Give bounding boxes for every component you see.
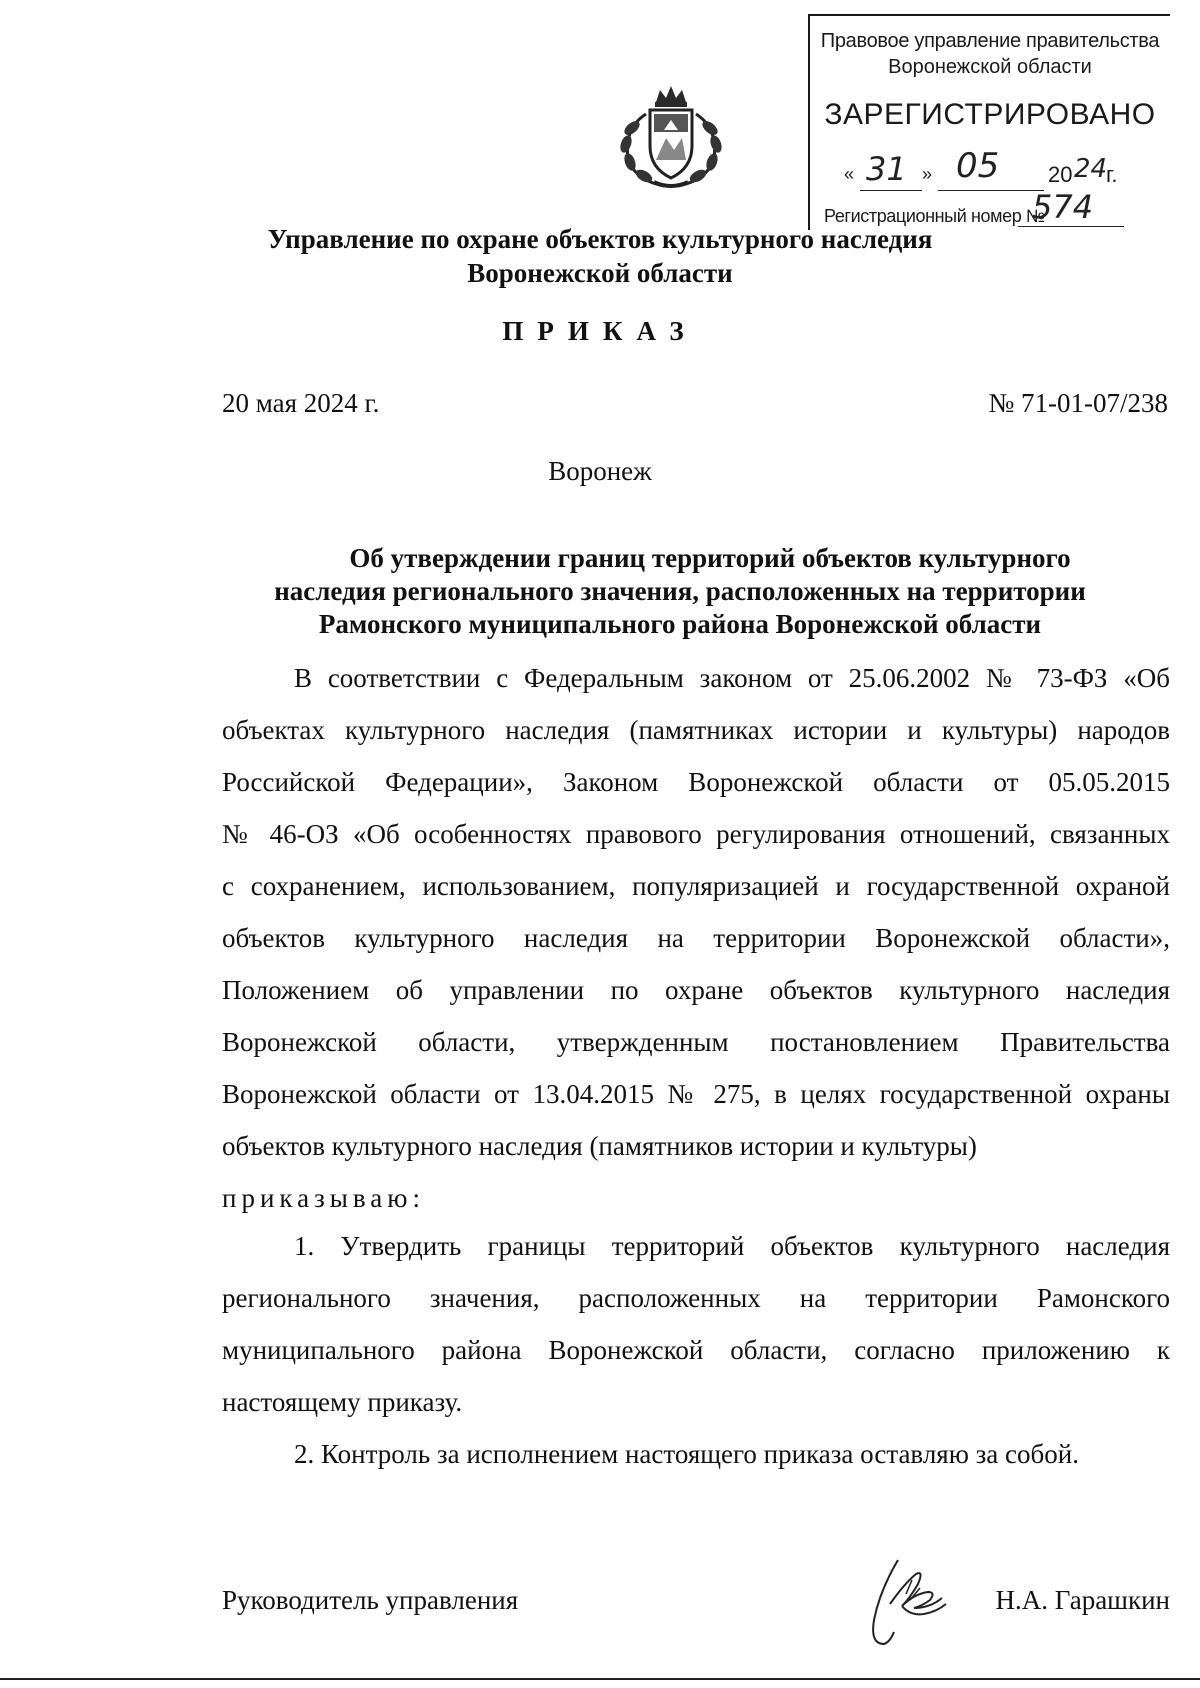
preamble-paragraph [222, 652, 1170, 1172]
stamp-year-mark: г. [1106, 162, 1118, 187]
stamp-org-line1: Правовое управление правительства [820, 30, 1160, 52]
preamble-line: Воронежской области, утвержденным постановлением Правительства [222, 1027, 1170, 1057]
order-item-1 [222, 1220, 1170, 1428]
signer-name: Н.А. Гарашкин [995, 1585, 1170, 1615]
document-subject [230, 542, 1130, 641]
preamble-line: объектах культурного наследия (памятниках истории и культуры) народов [222, 715, 1170, 745]
stamp-status: ЗАРЕГИСТРИРОВАНО [824, 98, 1156, 131]
preamble-line: с сохранением, использованием, популяризацией и государственной охраной [222, 871, 1170, 901]
stamp-reg-label: Регистрационный номер № [824, 206, 1045, 226]
item1-line: 1. Утвердить границы территорий объектов культурного наследия [294, 1231, 1170, 1261]
coat-of-arms-icon [610, 84, 732, 190]
document-date: 20 мая 2024 г. [222, 388, 380, 418]
preamble-line: № 46-ОЗ «Об особенностях правового регулирования отношений, связанных [222, 819, 1170, 849]
preamble-line: объектов культурного наследия (памятников истории и культуры) [222, 1131, 977, 1161]
stamp-year-suffix: 24 [1074, 154, 1108, 184]
order-item-2: 2. Контроль за исполнением настоящего приказа оставляю за собой. [294, 1439, 1079, 1469]
org-title-line2: Воронежской области [467, 258, 733, 288]
handwritten-signature [850, 1540, 960, 1660]
registration-stamp [808, 14, 1170, 230]
item1-line: муниципального района Воронежской области, согласно приложению к [222, 1335, 1170, 1365]
document-type: ПРИКАЗ [502, 316, 698, 346]
item1-line: регионального значения, расположенных на территории Рамонского [222, 1283, 1170, 1313]
stamp-day: 31 [866, 150, 907, 188]
preamble-line: В соответствии с Федеральным законом от 25.06.2002 № 73-ФЗ «Об [294, 663, 1170, 693]
stamp-open-quote: « [844, 164, 855, 184]
preamble-line: Положением об управлении по охране объектов культурного наследия [222, 975, 1170, 1005]
stamp-date-line [810, 146, 1170, 194]
stamp-year-prefix: 20 [1048, 162, 1073, 187]
org-title-line1: Управление по охране объектов культурного наследия [267, 224, 933, 254]
document-city: Воронеж [548, 456, 652, 486]
preamble-line: Российской Федерации», Законом Воронежской области от 05.05.2015 [222, 767, 1170, 797]
preamble-line: объектов культурного наследия на территории Воронежской области», [222, 923, 1170, 953]
stamp-month: 05 [956, 146, 1000, 186]
subject-line3: Рамонского муниципального района Воронежской области [318, 609, 1042, 639]
document-number: № 71-01-07/238 [988, 388, 1168, 418]
stamp-org-line2: Воронежской области [888, 56, 1092, 78]
stamp-close-quote: » [922, 164, 933, 184]
subject-line2: наследия регионального значения, расположенных на территории [274, 576, 1086, 606]
subject-line1: Об утверждении границ территорий объектов культурного [349, 543, 1071, 573]
signer-role: Руководитель управления [222, 1585, 519, 1615]
item1-line: настоящему приказу. [222, 1387, 463, 1417]
command-word: приказываю: [222, 1183, 425, 1213]
stamp-reg-number: 574 [1032, 188, 1094, 226]
preamble-line: Воронежской области от 13.04.2015 № 275, в целях государственной охраны [222, 1079, 1170, 1109]
scan-edge-line [0, 1678, 1200, 1680]
